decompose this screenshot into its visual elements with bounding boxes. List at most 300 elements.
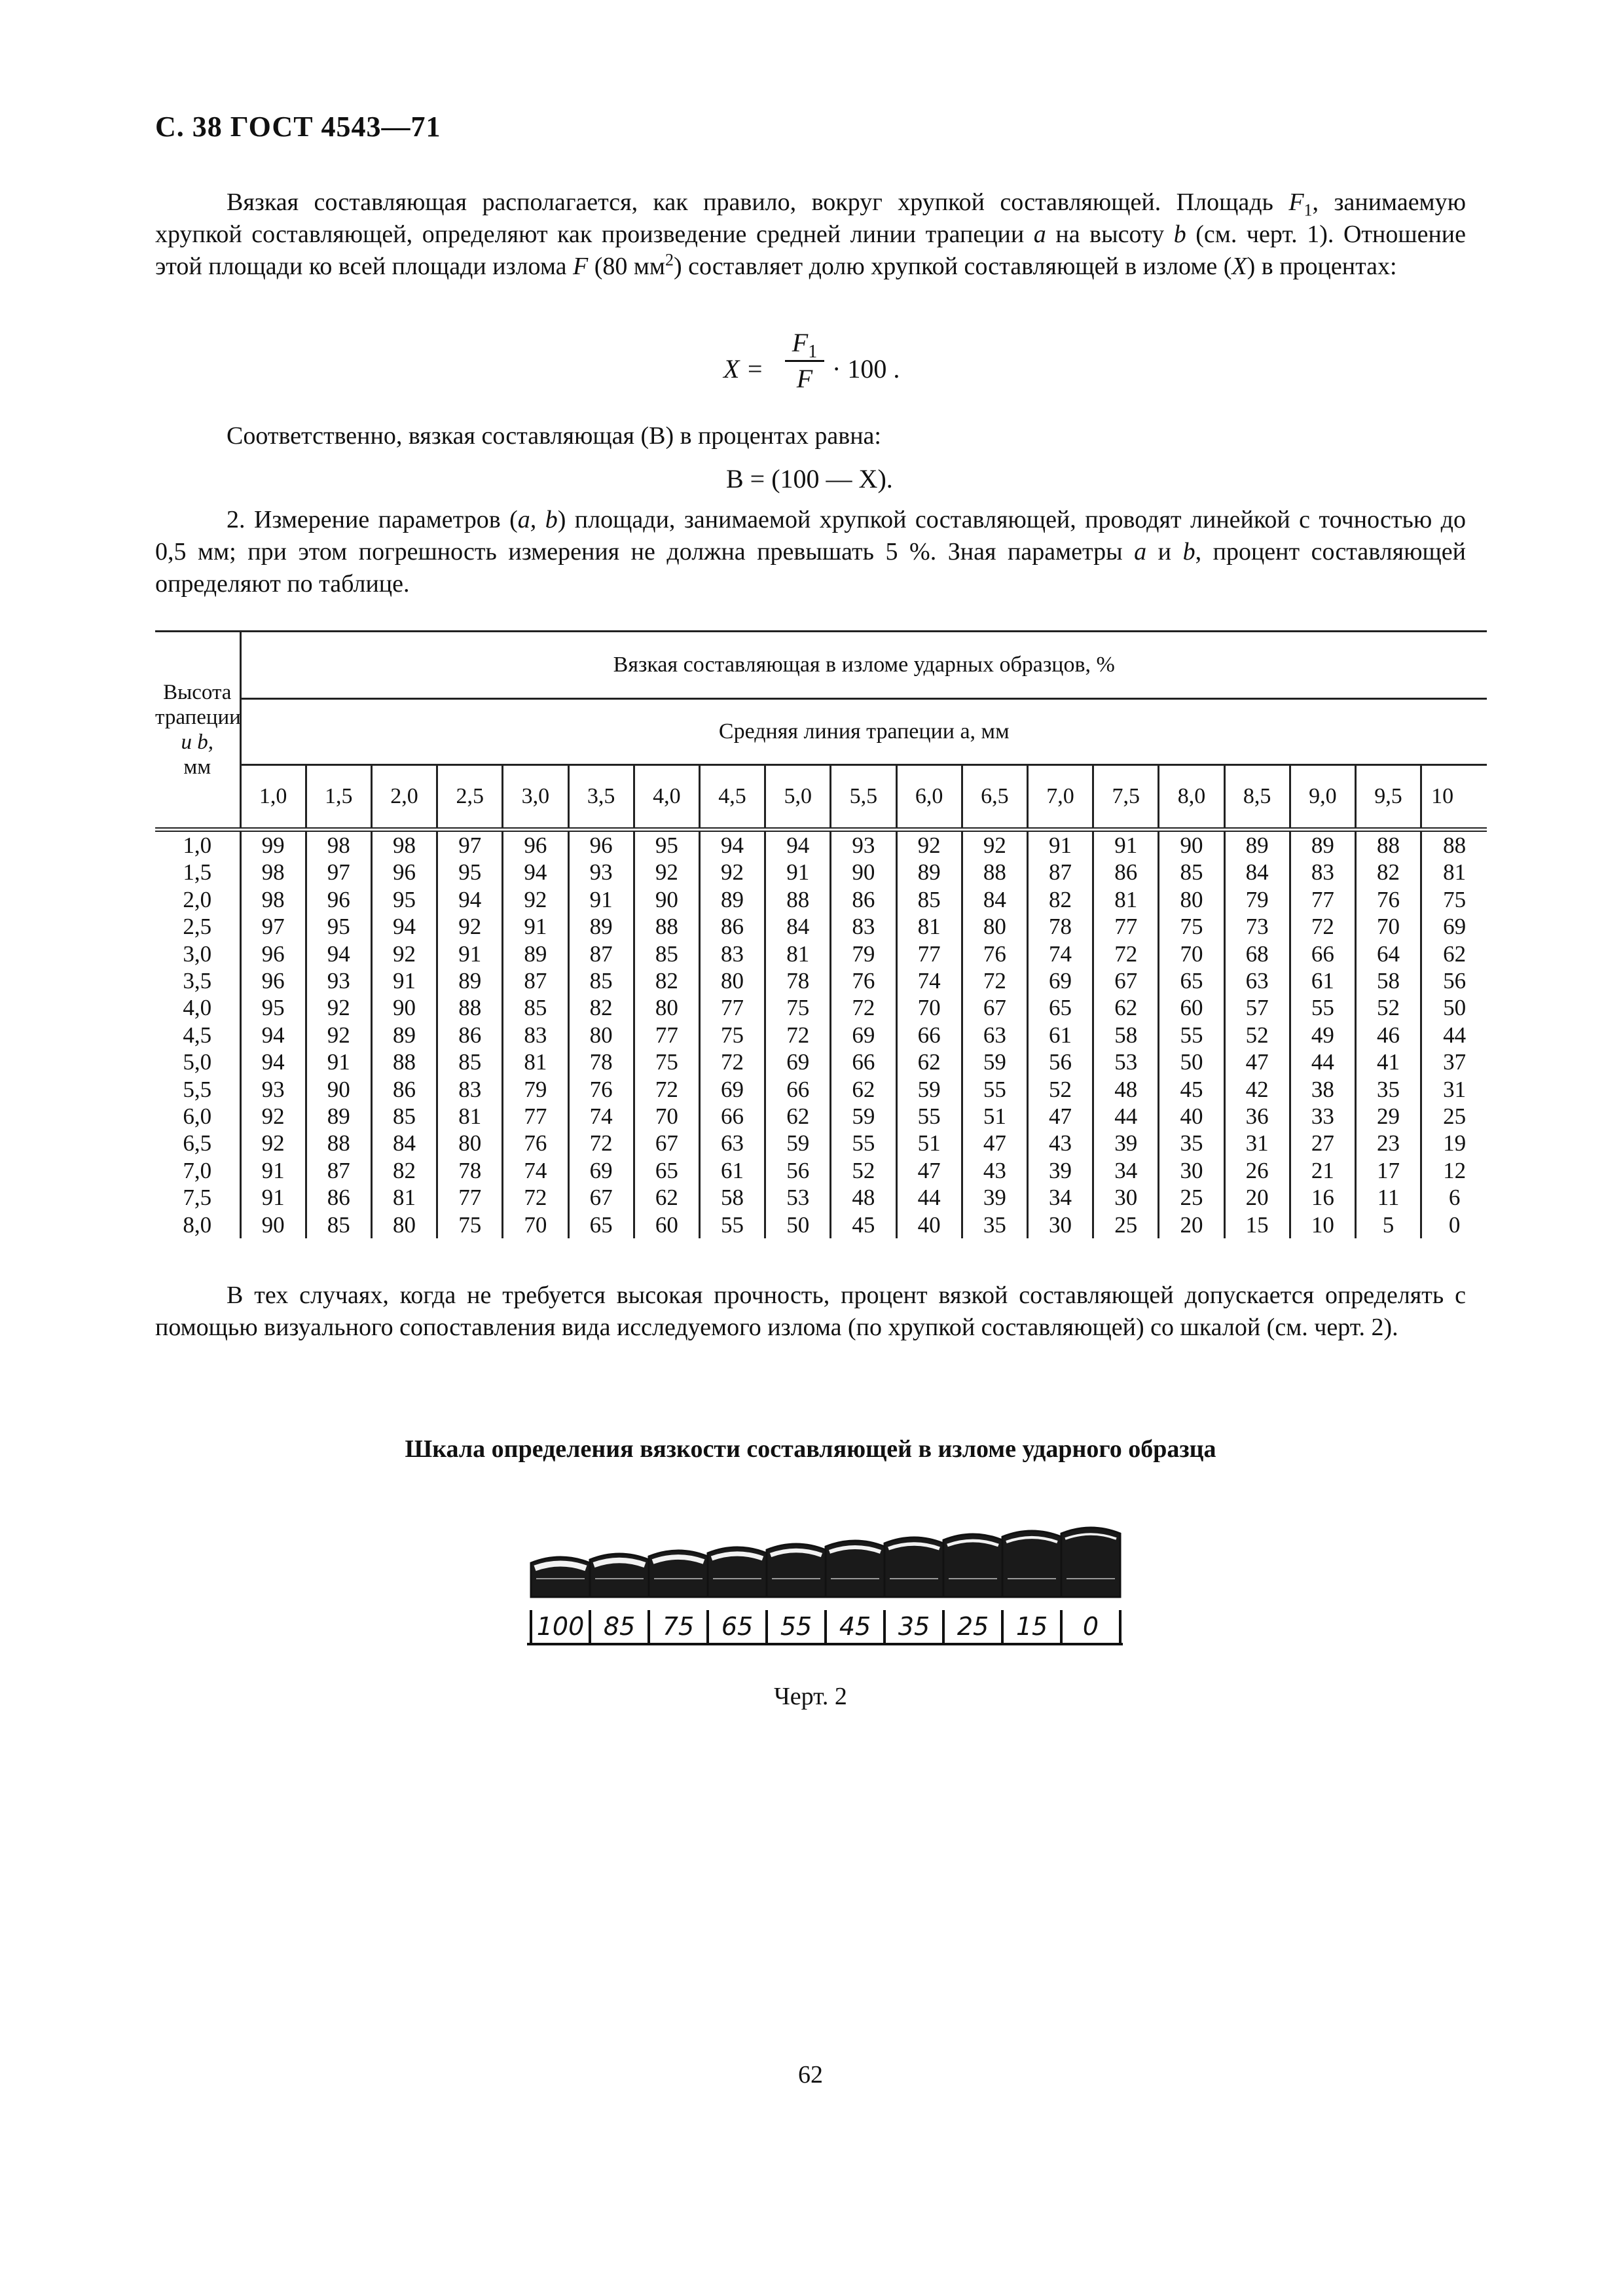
table-cell: 66 <box>721 1103 744 1130</box>
table-cell: 96 <box>589 833 613 858</box>
table-cell: 91 <box>524 914 547 940</box>
table-cell: 12 <box>1443 1157 1467 1183</box>
table-cell: 72 <box>655 1076 678 1102</box>
table-cell: 93 <box>589 859 613 886</box>
paragraph-2: Соответственно, вязкая составляющая (B) в процентах равна: <box>227 422 881 450</box>
table-cell: 84 <box>983 886 1006 912</box>
table-cell: 78 <box>458 1157 482 1183</box>
table-cell: 85 <box>1180 859 1203 886</box>
row-label: 6,0 <box>183 1103 212 1130</box>
table-cell: 84 <box>1245 859 1269 886</box>
scale-label: 15 <box>1015 1612 1048 1641</box>
table-cell: 64 <box>1377 941 1400 967</box>
table-cell: 72 <box>852 995 875 1021</box>
table-cell: 62 <box>1114 995 1138 1021</box>
table-cell: 95 <box>458 859 482 886</box>
value-column <box>634 830 699 1239</box>
table-cell: 96 <box>393 859 416 886</box>
table-cell: 73 <box>1245 914 1269 940</box>
table-cell: 92 <box>917 833 941 858</box>
table-cell: 86 <box>721 914 744 940</box>
table-cell: 69 <box>786 1049 810 1075</box>
table-cell: 47 <box>983 1130 1006 1157</box>
table-sub-header: Средняя линия трапеции a, мм <box>240 699 1487 765</box>
table-cell: 58 <box>1114 1022 1138 1048</box>
table-cell: 82 <box>1377 859 1400 886</box>
table-cell: 53 <box>786 1185 810 1211</box>
table-cell: 35 <box>983 1211 1006 1238</box>
table-cell: 82 <box>393 1157 416 1183</box>
column-header: 2,0 <box>371 765 437 828</box>
table-cell: 42 <box>1245 1076 1269 1102</box>
value-column <box>1224 830 1290 1239</box>
specimen-block <box>884 1537 943 1597</box>
table-cell: 25 <box>1443 1103 1467 1130</box>
column-header: 6,5 <box>962 765 1027 828</box>
table-cell: 92 <box>327 995 350 1021</box>
table-cell: 66 <box>852 1049 875 1075</box>
table-cell: 50 <box>786 1211 810 1238</box>
table-cell: 98 <box>261 886 285 912</box>
row-label: 6,5 <box>183 1130 212 1157</box>
table-cell: 87 <box>524 968 547 994</box>
value-column <box>240 830 306 1239</box>
table-cell: 90 <box>393 995 416 1021</box>
table-cell: 47 <box>1049 1103 1072 1130</box>
table-cell: 63 <box>983 1022 1006 1048</box>
table-cell: 92 <box>983 833 1006 858</box>
scale-label: 55 <box>780 1612 812 1641</box>
table-cell: 67 <box>655 1130 678 1157</box>
table-cell: 95 <box>393 886 416 912</box>
table-cell: 80 <box>655 995 678 1021</box>
table-cell: 48 <box>852 1185 875 1211</box>
table-cell: 91 <box>786 859 810 886</box>
table-cell: 72 <box>786 1022 810 1048</box>
table-cell: 82 <box>655 968 678 994</box>
table-cell: 85 <box>327 1211 350 1238</box>
table-cell: 77 <box>917 941 941 967</box>
table-cell: 86 <box>393 1076 416 1102</box>
table-cell: 44 <box>917 1185 941 1211</box>
table-cell: 35 <box>1180 1130 1203 1157</box>
scale-label: 75 <box>662 1612 695 1641</box>
table-cell: 55 <box>917 1103 941 1130</box>
table-cell: 72 <box>1114 941 1138 967</box>
table-cell: 10 <box>1311 1211 1334 1238</box>
table-cell: 60 <box>1180 995 1203 1021</box>
table-cell: 91 <box>261 1185 285 1211</box>
table-cell: 74 <box>917 968 941 994</box>
table-cell: 20 <box>1245 1185 1269 1211</box>
table-cell: 81 <box>1443 859 1467 886</box>
table-cell: 94 <box>721 833 744 858</box>
table-cell: 88 <box>393 1049 416 1075</box>
table-cell: 80 <box>1180 886 1203 912</box>
table-cell: 94 <box>261 1022 285 1048</box>
table-cell: 80 <box>393 1211 416 1238</box>
value-column <box>765 830 831 1239</box>
table-cell: 63 <box>1245 968 1269 994</box>
table-top-header: Вязкая составляющая в изломе ударных образцов, % <box>240 632 1487 699</box>
table-cell: 55 <box>1311 995 1334 1021</box>
column-header: 1,5 <box>306 765 371 828</box>
table-cell: 27 <box>1311 1130 1334 1157</box>
table-cell: 89 <box>721 886 744 912</box>
table-cell: 83 <box>458 1076 482 1102</box>
table-cell: 39 <box>1049 1157 1072 1183</box>
table-cell: 97 <box>458 833 482 858</box>
table-cell: 77 <box>1311 886 1334 912</box>
specimen-block <box>767 1544 826 1597</box>
table-cell: 68 <box>1245 941 1269 967</box>
table-cell: 91 <box>1114 833 1138 858</box>
table-cell: 89 <box>589 914 613 940</box>
value-column <box>1093 830 1159 1239</box>
specimen-block <box>1002 1531 1061 1597</box>
table-cell: 93 <box>327 968 350 994</box>
value-column <box>896 830 962 1239</box>
table-cell: 89 <box>1311 833 1334 858</box>
table-cell: 83 <box>1311 859 1334 886</box>
table-cell: 62 <box>786 1103 810 1130</box>
value-column <box>1027 830 1093 1239</box>
table-cell: 75 <box>721 1022 744 1048</box>
table-cell: 72 <box>524 1185 547 1211</box>
table-cell: 93 <box>261 1076 285 1102</box>
table-cell: 95 <box>327 914 350 940</box>
table-cell: 79 <box>524 1076 547 1102</box>
table-cell: 59 <box>983 1049 1006 1075</box>
table-cell: 88 <box>1377 833 1400 858</box>
table-cell: 56 <box>786 1157 810 1183</box>
table-cell: 98 <box>327 833 350 858</box>
table-cell: 77 <box>655 1022 678 1048</box>
table-cell: 58 <box>721 1185 744 1211</box>
table-cell: 92 <box>458 914 482 940</box>
table-cell: 92 <box>393 941 416 967</box>
table-cell: 72 <box>1311 914 1334 940</box>
table-cell: 91 <box>458 941 482 967</box>
table-cell: 91 <box>327 1049 350 1075</box>
specimen-block <box>649 1551 708 1597</box>
table-cell: 99 <box>261 833 285 858</box>
formula-x-fraction: $F_1$ F <box>785 327 824 394</box>
table-cell: 92 <box>261 1130 285 1157</box>
table-cell: 98 <box>261 859 285 886</box>
column-header: 2,5 <box>437 765 503 828</box>
table-cell: 43 <box>1049 1130 1072 1157</box>
table-cell: 81 <box>917 914 941 940</box>
table-cell: 62 <box>917 1049 941 1075</box>
row-label: 3,5 <box>183 968 212 994</box>
scale-title: Шкала определения вязкости составляющей в изломе ударного образца <box>405 1435 1216 1463</box>
table-cell: 86 <box>1114 859 1138 886</box>
value-column <box>503 830 568 1239</box>
table-cell: 59 <box>917 1076 941 1102</box>
table-cell: 97 <box>327 859 350 886</box>
table-cell: 85 <box>917 886 941 912</box>
page-number: 62 <box>798 2061 823 2089</box>
table-cell: 38 <box>1311 1076 1334 1102</box>
specimen-block <box>590 1554 649 1597</box>
table-cell: 96 <box>261 941 285 967</box>
table-cell: 89 <box>393 1022 416 1048</box>
table-cell: 92 <box>721 859 744 886</box>
fracture-scale-figure <box>520 1507 1123 1664</box>
table-cell: 45 <box>852 1211 875 1238</box>
table-cell: 56 <box>1049 1049 1072 1075</box>
value-column <box>371 830 437 1239</box>
row-label: 7,0 <box>183 1157 212 1183</box>
table-cell: 36 <box>1245 1103 1269 1130</box>
value-column <box>831 830 896 1239</box>
row-label: 4,0 <box>183 995 212 1021</box>
table-cell: 52 <box>1245 1022 1269 1048</box>
row-label: 7,5 <box>183 1185 212 1211</box>
column-header: 4,0 <box>634 765 699 828</box>
table-cell: 85 <box>458 1049 482 1075</box>
table-cell: 67 <box>1114 968 1138 994</box>
table-cell: 40 <box>1180 1103 1203 1130</box>
table-cell: 82 <box>589 995 613 1021</box>
table-cell: 86 <box>327 1185 350 1211</box>
table-cell: 41 <box>1377 1049 1400 1075</box>
table-cell: 59 <box>786 1130 810 1157</box>
table-cell: 76 <box>983 941 1006 967</box>
table-cell: 58 <box>1377 968 1400 994</box>
table-cell: 76 <box>589 1076 613 1102</box>
table-cell: 61 <box>1311 968 1334 994</box>
table-cell: 85 <box>655 941 678 967</box>
scale-label: 45 <box>839 1612 871 1641</box>
table-cell: 40 <box>917 1211 941 1238</box>
table-cell: 76 <box>852 968 875 994</box>
table-cell: 98 <box>393 833 416 858</box>
scale-label: 35 <box>898 1612 930 1641</box>
table-cell: 80 <box>589 1022 613 1048</box>
table-cell: 83 <box>721 941 744 967</box>
row-label: 3,0 <box>183 941 212 967</box>
table-cell: 84 <box>786 914 810 940</box>
table-cell: 91 <box>393 968 416 994</box>
formula-b: B = (100 — X). <box>726 464 893 493</box>
table-cell: 66 <box>786 1076 810 1102</box>
table-cell: 85 <box>589 968 613 994</box>
table-cell: 48 <box>1114 1076 1138 1102</box>
table-cell: 33 <box>1311 1103 1334 1130</box>
table-cell: 47 <box>917 1157 941 1183</box>
scale-label: 0 <box>1082 1612 1099 1641</box>
table-cell: 70 <box>1180 941 1203 967</box>
column-header: 3,0 <box>503 765 568 828</box>
row-label: 1,0 <box>183 833 212 858</box>
table-cell: 59 <box>852 1103 875 1130</box>
table-cell: 80 <box>721 968 744 994</box>
table-cell: 50 <box>1180 1049 1203 1075</box>
table-cell: 91 <box>589 886 613 912</box>
table-cell: 39 <box>983 1185 1006 1211</box>
table-cell: 65 <box>655 1157 678 1183</box>
row-label: 5,5 <box>183 1076 212 1102</box>
row-label: 2,5 <box>183 914 212 940</box>
column-header: 3,5 <box>568 765 634 828</box>
table-cell: 92 <box>327 1022 350 1048</box>
table-cell: 52 <box>852 1157 875 1183</box>
table-cell: 23 <box>1377 1130 1400 1157</box>
figure-caption: Черт. 2 <box>774 1683 847 1710</box>
table-cell: 53 <box>1114 1049 1138 1075</box>
table-cell: 52 <box>1377 995 1400 1021</box>
table-cell: 39 <box>1114 1130 1138 1157</box>
table-cell: 94 <box>393 914 416 940</box>
table-cell: 88 <box>983 859 1006 886</box>
table-cell: 74 <box>524 1157 547 1183</box>
value-column <box>1290 830 1355 1239</box>
table-cell: 83 <box>852 914 875 940</box>
value-column <box>568 830 634 1239</box>
column-header: 10 <box>1431 784 1454 808</box>
table-cell: 43 <box>983 1157 1006 1183</box>
table-cell: 89 <box>524 941 547 967</box>
specimen-block <box>1061 1528 1120 1597</box>
row-labels <box>155 830 240 1239</box>
table-cell: 94 <box>524 859 547 886</box>
table-cell: 94 <box>261 1049 285 1075</box>
table-cell: 96 <box>261 968 285 994</box>
table-cell: 65 <box>1049 995 1072 1021</box>
table-cell: 56 <box>1443 968 1467 994</box>
table-cell: 67 <box>983 995 1006 1021</box>
table-cell: 55 <box>983 1076 1006 1102</box>
table-cell: 88 <box>458 995 482 1021</box>
column-header: 8,0 <box>1159 765 1224 828</box>
table-cell: 81 <box>786 941 810 967</box>
table-cell: 88 <box>655 914 678 940</box>
table-cell: 62 <box>1443 941 1467 967</box>
value-column <box>699 830 765 1239</box>
table-cell: 92 <box>655 859 678 886</box>
table-cell: 34 <box>1114 1157 1138 1183</box>
table-cell: 55 <box>852 1130 875 1157</box>
table-cell: 75 <box>786 995 810 1021</box>
table-cell: 21 <box>1311 1157 1334 1183</box>
table-cell: 11 <box>1377 1185 1400 1211</box>
table-cell: 84 <box>393 1130 416 1157</box>
table-cell: 81 <box>393 1185 416 1211</box>
table-cell: 66 <box>1311 941 1334 967</box>
table-cell: 46 <box>1377 1022 1400 1048</box>
table-cell: 50 <box>1443 995 1467 1021</box>
table-cell: 47 <box>1245 1049 1269 1075</box>
table-cell: 49 <box>1311 1022 1334 1048</box>
specimen-block <box>826 1541 884 1597</box>
table-cell: 90 <box>852 859 875 886</box>
table-cell: 77 <box>524 1103 547 1130</box>
scale-label: 25 <box>957 1612 989 1641</box>
table-cell: 87 <box>1049 859 1072 886</box>
paragraph-3: 2. Измерение параметров (a, b) площади, занимаемой хрупкой составляющей, проводят линейкой с точностью до 0,5 мм; при этом погрешность измерения не должна превышать 5 %. Зная параметры a и b, процент составляющей определяют по таблице. <box>155 506 1466 598</box>
value-column <box>1159 830 1224 1239</box>
table-cell: 92 <box>524 886 547 912</box>
table-cell: 90 <box>1180 833 1203 858</box>
table-cell: 69 <box>589 1157 613 1183</box>
table-cell: 5 <box>1382 1211 1395 1238</box>
column-header: 5,5 <box>831 765 896 828</box>
row-label: 8,0 <box>183 1211 212 1238</box>
column-header: 7,0 <box>1027 765 1093 828</box>
table-cell: 70 <box>1377 914 1400 940</box>
table-cell: 90 <box>655 886 678 912</box>
table-cell: 88 <box>1443 833 1467 858</box>
table-cell: 78 <box>589 1049 613 1075</box>
table-cell: 81 <box>458 1103 482 1130</box>
row-label: 4,5 <box>183 1022 212 1048</box>
paragraph-4: В тех случаях, когда не требуется высокая прочность, процент вязкой составляющей допускается определять с помощью визуального сопоставления вида исследуемого излома (по хрупкой составляющей) со шкалой (см. черт. 2). <box>155 1282 1466 1341</box>
table-cell: 80 <box>458 1130 482 1157</box>
table-cell: 83 <box>524 1022 547 1048</box>
table-cell: 89 <box>917 859 941 886</box>
table-cell: 16 <box>1311 1185 1334 1211</box>
table-cell: 82 <box>1049 886 1072 912</box>
table-cell: 57 <box>1245 995 1269 1021</box>
table-cell: 51 <box>983 1103 1006 1130</box>
value-column <box>962 830 1027 1239</box>
table-cell: 69 <box>721 1076 744 1102</box>
column-header: 5,0 <box>765 765 831 828</box>
table-side-header: Высота трапеции и b, мм <box>155 632 240 828</box>
table-cell: 17 <box>1377 1157 1400 1183</box>
table-cell: 75 <box>1180 914 1203 940</box>
column-header: 9,0 <box>1290 765 1355 828</box>
column-header: 4,5 <box>699 765 765 828</box>
table-cell: 15 <box>1245 1211 1269 1238</box>
table-cell: 85 <box>393 1103 416 1130</box>
table-cell: 55 <box>721 1211 744 1238</box>
table-cell: 89 <box>327 1103 350 1130</box>
table-cell: 76 <box>524 1130 547 1157</box>
table-cell: 62 <box>655 1185 678 1211</box>
table-cell: 30 <box>1114 1185 1138 1211</box>
table-cell: 37 <box>1443 1049 1467 1075</box>
value-column <box>1355 830 1421 1239</box>
table-cell: 25 <box>1180 1185 1203 1211</box>
table-cell: 77 <box>721 995 744 1021</box>
table-cell: 25 <box>1114 1211 1138 1238</box>
table-cell: 87 <box>589 941 613 967</box>
column-header: 1,0 <box>240 765 306 828</box>
table-cell: 44 <box>1311 1049 1334 1075</box>
table-cell: 34 <box>1049 1185 1072 1211</box>
table-cell: 52 <box>1049 1076 1072 1102</box>
table-cell: 65 <box>1180 968 1203 994</box>
scale-label: 100 <box>536 1612 585 1641</box>
table-cell: 97 <box>261 914 285 940</box>
column-header: 9,5 <box>1355 765 1421 828</box>
table-cell: 96 <box>524 833 547 858</box>
table-cell: 69 <box>1443 914 1467 940</box>
table-cell: 65 <box>589 1211 613 1238</box>
table-cell: 70 <box>917 995 941 1021</box>
column-header: 8,5 <box>1224 765 1290 828</box>
table-cell: 69 <box>852 1022 875 1048</box>
table-cell: 72 <box>721 1049 744 1075</box>
value-column <box>1421 830 1487 1239</box>
table-cell: 74 <box>1049 941 1072 967</box>
page-header: С. 38 ГОСТ 4543—71 <box>155 111 441 143</box>
scale-label: 85 <box>603 1612 636 1641</box>
value-column <box>306 830 371 1239</box>
